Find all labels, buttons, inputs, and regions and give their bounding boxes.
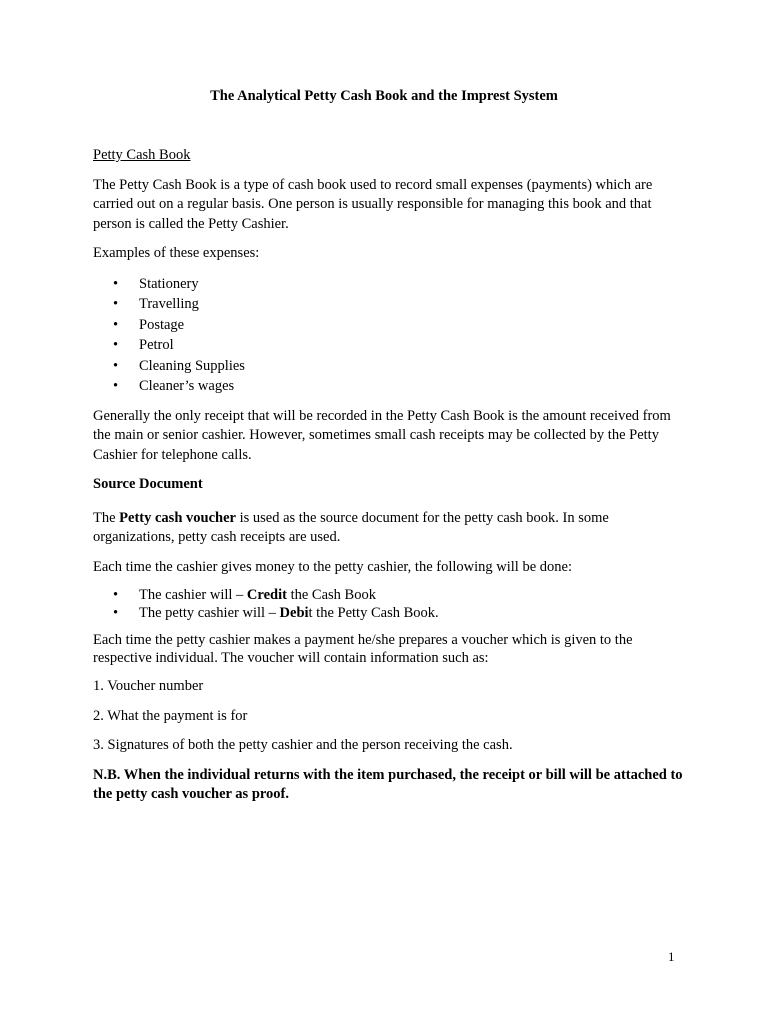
payment-paragraph: Each time the petty cashier makes a payment he/she prepares a voucher which is given to the respective individual. The voucher will contain information such as: [93,632,633,666]
list-item-text: Travelling [139,296,199,312]
numbered-item: 3. Signatures of both the petty cashier and the person receiving the cash. [93,737,513,753]
entries-list [93,587,683,622]
bullet-icon: • [113,296,119,312]
voucher-text-post: is used as the source document for the petty cash book. In some organizations, petty cash receipts are used. [93,509,609,545]
list-item [93,315,683,336]
list-item [93,587,683,605]
list-item-text: Postage [139,316,185,333]
list-item-text: Petrol [139,337,174,353]
entry-post: t the Petty Cash Book. [308,604,439,621]
nb-note: N.B. When the individual returns with the item purchased, the receipt or bill will be attached to the petty cash voucher as proof. [93,766,683,802]
entry-bold: Credit [246,587,287,603]
document-body [93,146,683,815]
voucher-text-pre: The [93,509,120,526]
list-item [93,376,683,397]
each-time-paragraph: Each time the cashier gives money to the petty cashier, the following will be done: [93,558,572,575]
bullet-icon: • [113,378,119,394]
bullet-icon: • [113,587,119,603]
entry-post: the Cash Book [286,587,376,603]
entry-pre: The petty cashier will – [139,604,280,621]
numbered-item: 1. Voucher number [93,678,204,694]
list-item [93,605,683,623]
bullet-icon: • [113,275,119,292]
examples-list [93,274,683,397]
list-item [93,335,683,356]
bullet-icon: • [113,337,119,353]
list-item-text: Cleaning Supplies [139,357,245,374]
bullet-icon: • [113,357,119,374]
examples-label: Examples of these expenses: [93,245,260,261]
bullet-icon: • [113,604,119,621]
list-item [93,274,683,295]
bullet-icon: • [113,316,119,333]
list-item-text: Cleaner’s wages [139,378,235,394]
numbered-item: 2. What the payment is for [93,707,248,724]
section-heading-petty-cash-book: Petty Cash Book [93,147,191,163]
entry-pre: The cashier will – [139,587,247,603]
intro-paragraph: The Petty Cash Book is a type of cash book used to record small expenses (payments) which are carried out on a regular basis. One person is usually responsible for managing this book and that person is called the Petty Cashier. [93,176,653,232]
list-item [93,294,683,315]
receipts-paragraph: Generally the only receipt that will be recorded in the Petty Cash Book is the amount received from the main or senior cashier. However, sometimes small cash receipts may be collected by the Petty Cashier for telephone calls. [93,407,671,463]
voucher-term: Petty cash voucher [119,509,236,526]
list-item [93,356,683,377]
section-heading-source-document: Source Document [93,476,203,492]
entry-bold: Debi [279,604,309,621]
voucher-paragraph [93,509,683,548]
document-title: The Analytical Petty Cash Book and the Imprest System [210,88,558,104]
page-number: 1 [668,949,675,964]
list-item-text: Stationery [139,275,199,292]
